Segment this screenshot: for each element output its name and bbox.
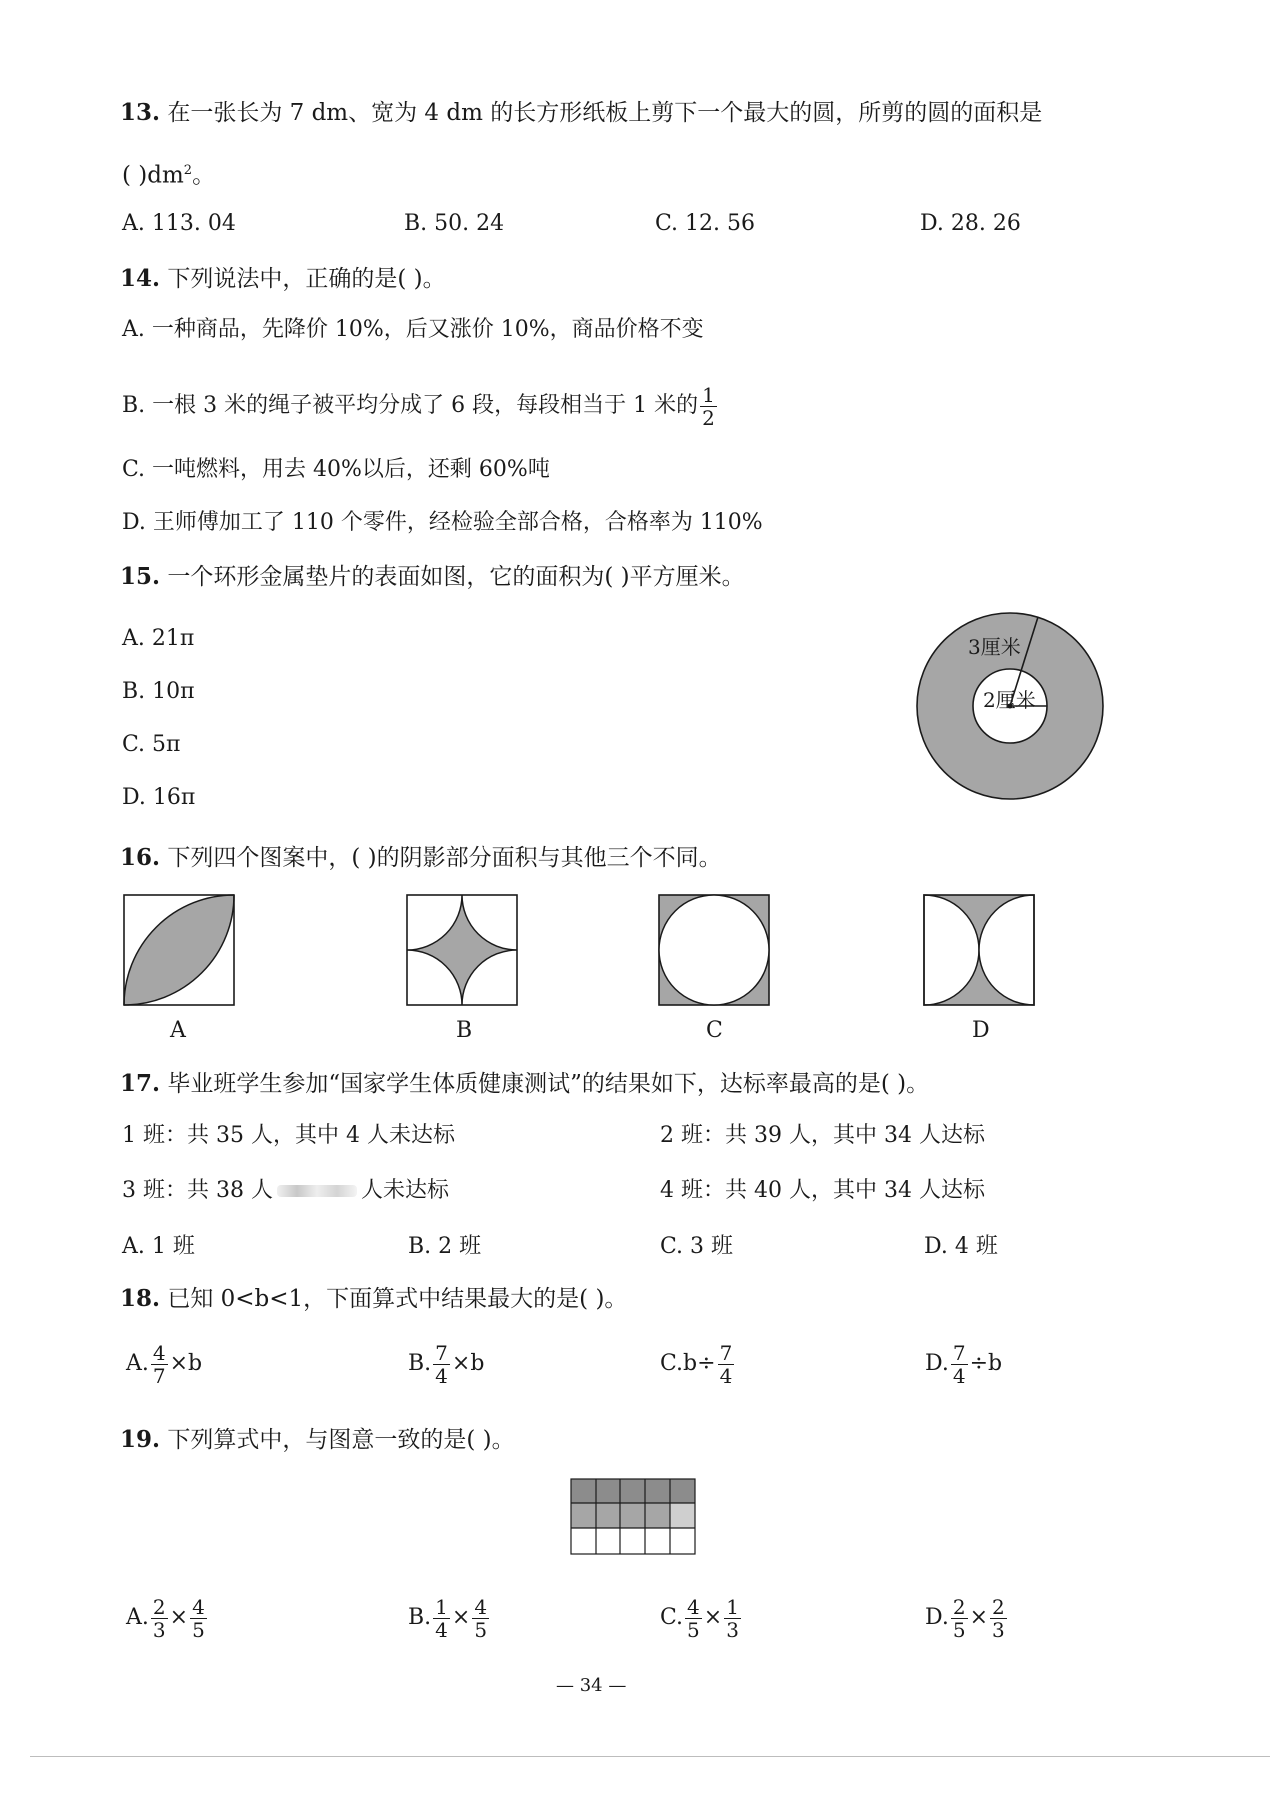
fraction-numerator: 2 bbox=[152, 1594, 166, 1619]
q13-stem bbox=[120, 98, 1042, 128]
q13-option-c: C. 12. 56 bbox=[655, 211, 756, 236]
option-fraction-1 bbox=[151, 1596, 168, 1641]
q16-label-a: A bbox=[170, 1018, 186, 1043]
q13-period: 。 bbox=[192, 162, 216, 189]
q15-option-d: D. 16π bbox=[122, 785, 196, 810]
fraction-numerator: 1 bbox=[726, 1594, 739, 1619]
q14-option-a: A. 一种商品，先降价 10%，后又涨价 10%，商品价格不变 bbox=[122, 317, 704, 342]
q19-text: 下列算式中，与图意一致的是( )。 bbox=[167, 1427, 515, 1453]
fraction-numerator: 4 bbox=[192, 1594, 205, 1619]
q14-option-b-text: B. 一根 3 米的绳子被平均分成了 6 段，每段相当于 1 米的 bbox=[122, 393, 699, 418]
times-sign: × bbox=[451, 1605, 471, 1630]
q17-class-1: 1 班：共 35 人，其中 4 人未达标 bbox=[122, 1123, 455, 1148]
q17-class-2: 2 班：共 39 人，其中 34 人达标 bbox=[660, 1123, 985, 1148]
option-letter: D. bbox=[925, 1351, 949, 1376]
option-fraction-1 bbox=[951, 1596, 968, 1641]
option-prefix: b÷ bbox=[683, 1351, 716, 1376]
q16-figure-c bbox=[657, 893, 777, 1013]
q17-stem bbox=[120, 1069, 929, 1099]
q18-text: 已知 0<b<1，下面算式中结果最大的是( )。 bbox=[167, 1286, 628, 1312]
q16-number: 16. bbox=[120, 844, 161, 871]
times-sign: × bbox=[169, 1605, 189, 1630]
option-fraction-1 bbox=[433, 1596, 450, 1641]
q13-option-a: A. 113. 04 bbox=[122, 211, 236, 236]
fraction-numerator: 2 bbox=[952, 1594, 966, 1619]
q14-option-b-fraction bbox=[700, 384, 717, 429]
outer-radius-label: 3厘米 bbox=[968, 635, 1021, 659]
option-letter: A. bbox=[126, 1351, 149, 1376]
q19-grid-figure bbox=[570, 1478, 696, 1556]
option-fraction-2 bbox=[190, 1596, 207, 1641]
option-suffix: ×b bbox=[451, 1351, 485, 1376]
fraction-denominator: 7 bbox=[152, 1363, 166, 1388]
q17-option-c: C. 3 班 bbox=[660, 1234, 734, 1259]
q19-option-b bbox=[408, 1590, 491, 1646]
option-fraction bbox=[151, 1342, 168, 1387]
fraction-denominator: 5 bbox=[687, 1617, 700, 1642]
option-letter: C. bbox=[660, 1605, 684, 1630]
q14-option-c: C. 一吨燃料，用去 40%以后，还剩 60%吨 bbox=[122, 457, 550, 482]
q19-option-c bbox=[660, 1590, 743, 1646]
fraction-denominator: 4 bbox=[435, 1363, 448, 1388]
fraction-denominator: 3 bbox=[726, 1617, 739, 1642]
q15-ring-figure bbox=[910, 606, 1110, 806]
option-fraction-2 bbox=[724, 1596, 741, 1641]
q14-option-b bbox=[122, 382, 719, 430]
fraction-numerator: 7 bbox=[719, 1340, 733, 1365]
q13-number: 13. bbox=[120, 99, 161, 126]
option-fraction-2 bbox=[472, 1596, 489, 1641]
q13-option-b: B. 50. 24 bbox=[404, 211, 505, 236]
fraction-numerator: 2 bbox=[992, 1594, 1005, 1619]
fraction-denominator: 5 bbox=[474, 1617, 488, 1642]
q13-superscript: 2 bbox=[183, 163, 193, 178]
q16-figure-b bbox=[405, 893, 525, 1013]
q16-figure-d bbox=[922, 893, 1042, 1013]
fraction-numerator: 7 bbox=[435, 1340, 448, 1365]
fraction-denominator: 5 bbox=[952, 1617, 966, 1642]
q19-option-d bbox=[925, 1590, 1009, 1646]
blurred-text-smudge bbox=[277, 1185, 357, 1197]
fraction-denominator: 4 bbox=[719, 1363, 733, 1388]
q19-number: 19. bbox=[120, 1426, 161, 1453]
times-sign: × bbox=[969, 1605, 989, 1630]
q13-option-d: D. 28. 26 bbox=[920, 211, 1021, 236]
option-fraction bbox=[718, 1342, 735, 1387]
q13-blank-text: ( )dm bbox=[122, 162, 184, 189]
q14-option-d: D. 王师傅加工了 110 个零件，经检验全部合格，合格率为 110% bbox=[122, 510, 763, 535]
q18-option-d bbox=[925, 1340, 1002, 1388]
option-letter: C. bbox=[660, 1351, 684, 1376]
q15-stem bbox=[120, 562, 745, 592]
q16-stem bbox=[120, 843, 722, 873]
q16-text: 下列四个图案中，( )的阴影部分面积与其他三个不同。 bbox=[167, 845, 722, 871]
fraction-denominator: 2 bbox=[702, 405, 715, 430]
q15-number: 15. bbox=[120, 563, 161, 590]
option-letter: D. bbox=[925, 1605, 949, 1630]
fraction-denominator: 4 bbox=[952, 1363, 966, 1388]
option-fraction bbox=[433, 1342, 450, 1387]
fraction-numerator: 1 bbox=[702, 382, 715, 407]
q17-text: 毕业班学生参加“国家学生体质健康测试”的结果如下，达标率最高的是( )。 bbox=[167, 1071, 930, 1097]
fraction-numerator: 4 bbox=[687, 1594, 700, 1619]
q19-stem bbox=[120, 1425, 515, 1455]
fraction-denominator: 3 bbox=[152, 1617, 166, 1642]
option-suffix: ×b bbox=[169, 1351, 203, 1376]
times-sign: × bbox=[703, 1605, 723, 1630]
option-letter: B. bbox=[408, 1351, 432, 1376]
page-number: — 34 — bbox=[556, 1675, 627, 1696]
q17-class-3-text: 3 班：共 38 人 bbox=[122, 1178, 273, 1203]
q15-option-c: C. 5π bbox=[122, 732, 181, 757]
q13-answer-blank bbox=[122, 156, 215, 191]
q19-option-a bbox=[126, 1590, 209, 1646]
fraction-numerator: 1 bbox=[435, 1594, 448, 1619]
q17-option-b: B. 2 班 bbox=[408, 1234, 482, 1259]
q14-stem bbox=[120, 264, 446, 294]
fraction-denominator: 3 bbox=[992, 1617, 1005, 1642]
grid-row-1-shaded bbox=[571, 1479, 695, 1503]
bottom-divider bbox=[30, 1756, 1270, 1757]
fraction-numerator: 4 bbox=[474, 1594, 488, 1619]
q17-option-a: A. 1 班 bbox=[122, 1234, 195, 1259]
q16-figure-a bbox=[122, 893, 242, 1013]
figure-c-circle bbox=[659, 895, 769, 1005]
q16-label-b: B bbox=[456, 1018, 473, 1043]
fraction-numerator: 4 bbox=[152, 1340, 166, 1365]
inner-radius-label: 2厘米 bbox=[983, 688, 1036, 712]
q14-number: 14. bbox=[120, 265, 161, 292]
fraction-denominator: 4 bbox=[435, 1617, 448, 1642]
option-letter: A. bbox=[126, 1605, 149, 1630]
q13-text: 在一张长为 7 dm、宽为 4 dm 的长方形纸板上剪下一个最大的圆，所剪的圆的面积是 bbox=[167, 100, 1043, 126]
option-letter: B. bbox=[408, 1605, 432, 1630]
q17-class-3-tail: 人未达标 bbox=[360, 1178, 449, 1203]
option-fraction-2 bbox=[990, 1596, 1007, 1641]
q17-class-4: 4 班：共 40 人，其中 34 人达标 bbox=[660, 1178, 985, 1203]
grid-row-2-light-cell bbox=[670, 1503, 695, 1528]
option-suffix: ÷b bbox=[969, 1351, 1003, 1376]
q18-number: 18. bbox=[120, 1285, 161, 1312]
figure-b-shaded-star bbox=[407, 895, 517, 1005]
q18-option-a bbox=[126, 1340, 202, 1388]
q17-class-3 bbox=[122, 1176, 449, 1206]
fraction-denominator: 5 bbox=[192, 1617, 205, 1642]
q14-text: 下列说法中，正确的是( )。 bbox=[167, 266, 446, 292]
q18-stem bbox=[120, 1284, 627, 1314]
option-fraction bbox=[951, 1342, 968, 1387]
q16-label-d: D bbox=[972, 1018, 990, 1043]
q18-option-c bbox=[660, 1340, 736, 1388]
q15-option-a: A. 21π bbox=[122, 626, 195, 651]
option-fraction-1 bbox=[685, 1596, 702, 1641]
q15-option-b: B. 10π bbox=[122, 679, 195, 704]
q15-text: 一个环形金属垫片的表面如图，它的面积为( )平方厘米。 bbox=[167, 564, 745, 590]
q18-option-b bbox=[408, 1340, 484, 1388]
fraction-numerator: 7 bbox=[952, 1340, 966, 1365]
q16-label-c: C bbox=[706, 1018, 723, 1043]
q17-option-d: D. 4 班 bbox=[924, 1234, 998, 1259]
q17-number: 17. bbox=[120, 1070, 161, 1097]
